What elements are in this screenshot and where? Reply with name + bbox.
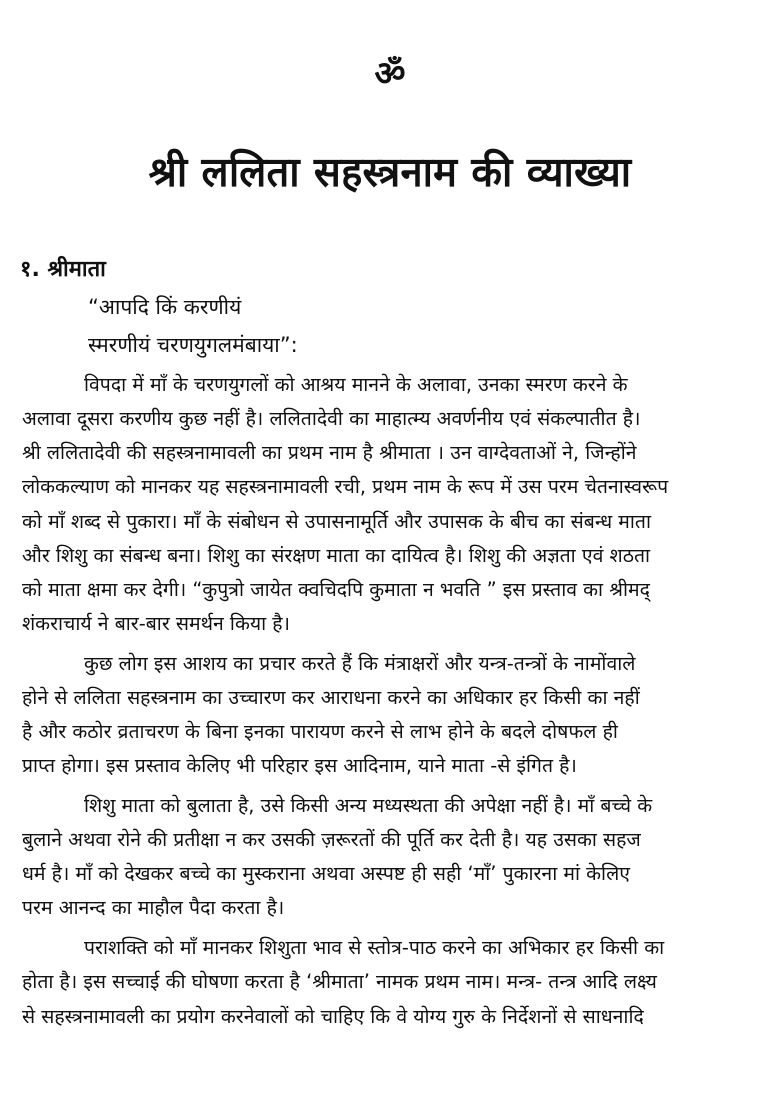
paragraph-1-line-6: और शिशु का संबन्ध बना। शिशु का संरक्षण माता का दायित्व है। शिशु की अज्ञता एवं शठता: [22, 544, 651, 567]
paragraph-1-line-8: शंकराचार्य ने बार-बार समर्थन किया है।: [22, 612, 290, 635]
verse-line-2: स्मरणीयं चरणयुगलमंबाया”:: [88, 333, 298, 357]
paragraph-3-line-3: धर्म है। माँ को देखकर बच्चे का मुस्कराना अथवा अस्पष्ट ही सही ‘माँ’ पुकारना मां केलिए: [22, 862, 630, 885]
paragraph-4-line-1: पराशक्ति को माँ मानकर शिशुता भाव से स्तोत्र-पाठ करने का अभिकार हर किसी का: [84, 936, 665, 959]
paragraph-4-line-2: होता है। इस सच्चाई की घोषणा करता है ‘श्रीमाता’ नामक प्रथम नाम। मन्त्र- तन्त्र आदि लक्ष्य: [22, 970, 657, 993]
paragraph-1-line-7: को माता क्षमा कर देगी। “कुपुत्रो जायेत क्वचिदपि कुमाता न भवति ” इस प्रस्ताव का श्रीमद्: [22, 578, 650, 601]
paragraph-2-line-4: प्राप्त होगा। इस प्रस्ताव केलिए भी परिहार इस आदिनाम, याने माता -से इंगित है।: [22, 754, 577, 777]
paragraph-3-line-4: परम आनन्द का माहौल पैदा करता है।: [22, 896, 285, 919]
paragraph-1-line-2: अलावा दूसरा करणीय कुछ नहीं है। ललितादेवी का माहात्म्य अवर्णनीय एवं संकल्पातीत है।: [22, 407, 641, 430]
paragraph-3-line-2: बुलाने अथवा रोने की प्रतीक्षा न कर उसकी ज़रूरतों की पूर्ति कर देती है। यह उसका सहज: [22, 828, 641, 851]
section-heading: १. श्रीमाता: [20, 257, 106, 282]
paragraph-4-line-3: से सहस्त्रनामावली का प्रयोग करनेवालों को चाहिए कि वे योग्य गुरु के निर्देशनों से साधनादि: [22, 1005, 644, 1028]
paragraph-1-line-4: लोककल्याण को मानकर यह सहस्त्रनामावली रची, प्रथम नाम के रूप में उस परम चेतनास्वरूप: [22, 475, 669, 498]
paragraph-1-line-1: विपदा में माँ के चरणयुगलों को आश्रय मानने के अलावा, उनका स्मरण करने के: [84, 373, 628, 396]
paragraph-3-line-1: शिशु माता को बुलाता है, उसे किसी अन्य मध्यस्थता की अपेक्षा नहीं है। माँ बच्चे के: [84, 794, 653, 817]
paragraph-2-line-1: कुछ लोग इस आशय का प्रचार करते हैं कि मंत्राक्षरों और यन्त्र-तन्त्रों के नामोंवाले: [84, 652, 636, 675]
verse-line-1: “आपदि किं करणीयं: [88, 295, 242, 319]
paragraph-2-line-3: है और कठोर व्रताचरण के बिना इनका पारायण करने से लाभ होने के बदले दोषफल ही: [22, 720, 618, 743]
paragraph-1-line-5: को माँ शब्द से पुकारा। माँ के संबोधन से उपासनामूर्ति और उपासक के बीच का संबन्ध माता: [22, 510, 651, 533]
paragraph-1-line-3: श्री ललितादेवी की सहस्त्रनामावली का प्रथम नाम है श्रीमाता । उन वाग्देवताओं ने, जिन्होंने: [22, 441, 637, 464]
om-symbol: ॐ: [374, 54, 406, 94]
paragraph-2-line-2: होने से ललिता सहस्त्रनाम का उच्चारण कर आराधना करने का अधिकार हर किसी का नहीं: [22, 686, 640, 709]
page-title: श्री ललिता सहस्त्रनाम की व्याख्या: [148, 148, 632, 196]
